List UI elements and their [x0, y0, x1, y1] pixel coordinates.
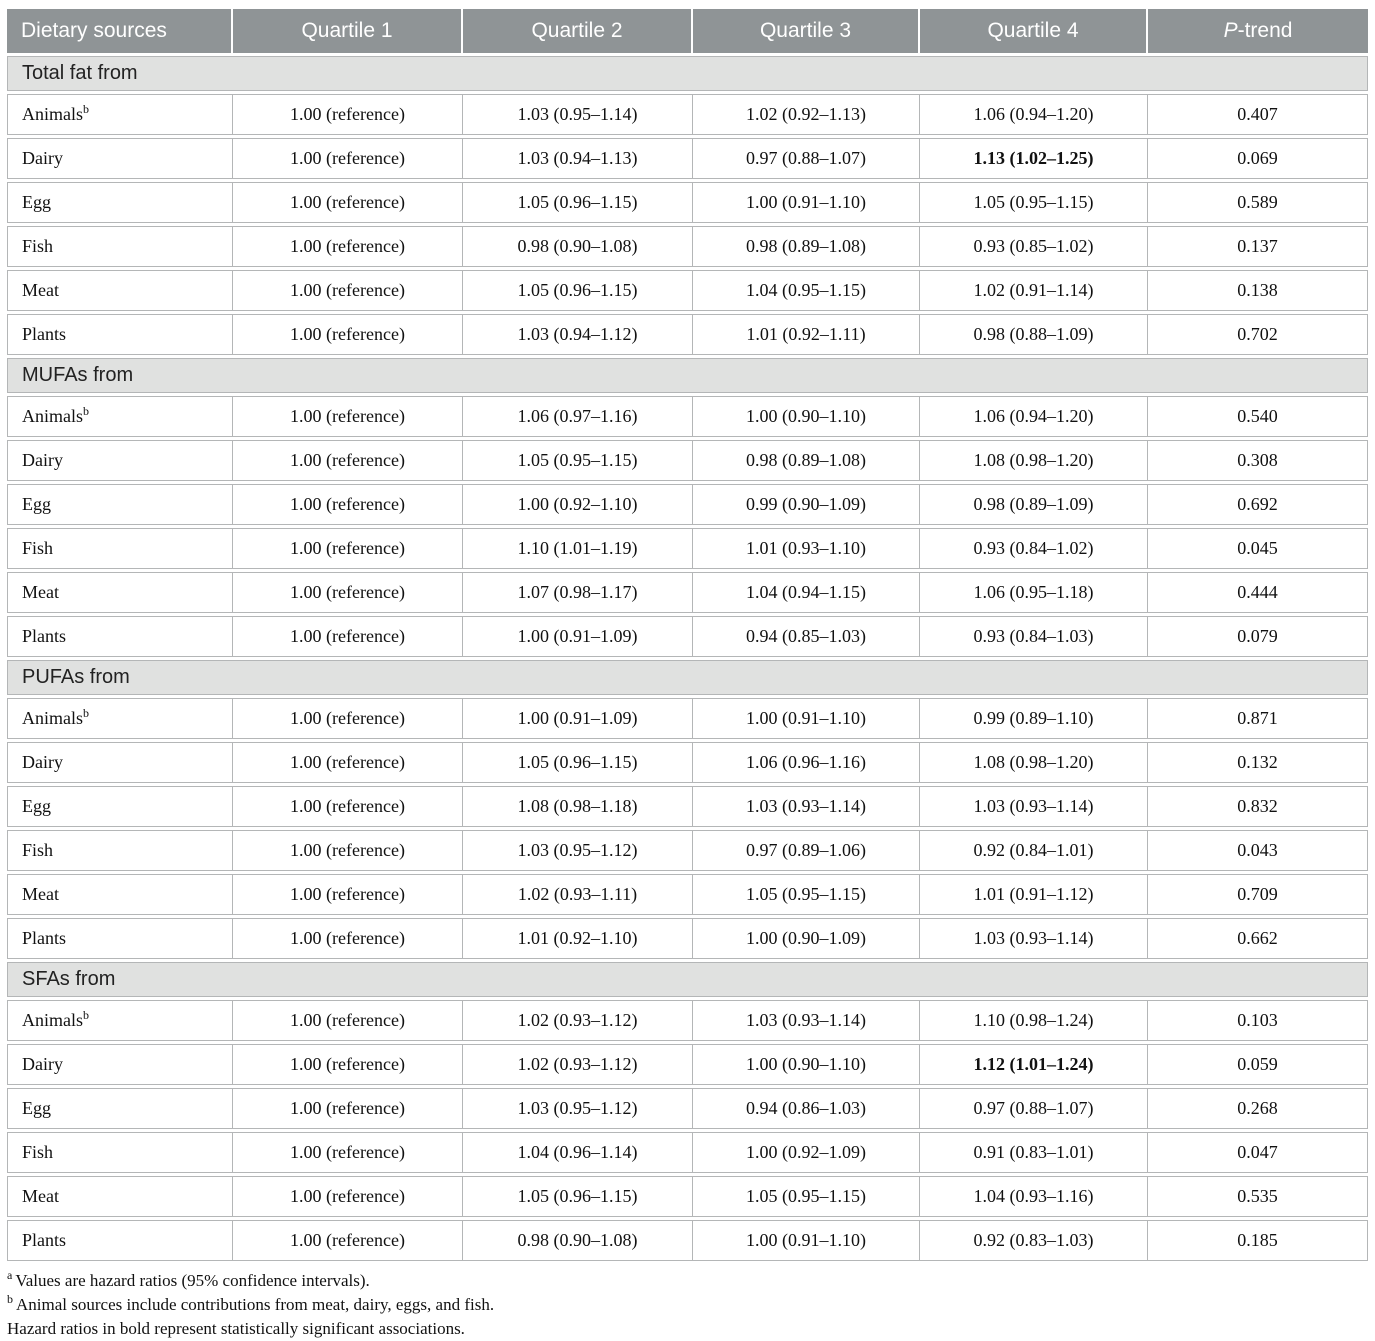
hr-cell: 1.08 (0.98–1.18)	[463, 786, 693, 827]
hr-cell: 1.02 (0.91–1.14)	[920, 270, 1148, 311]
hr-cell: 1.00 (0.92–1.09)	[693, 1132, 920, 1173]
hr-cell: 1.00 (reference)	[233, 182, 463, 223]
row-label-cell: Meat	[7, 1176, 233, 1217]
table-row	[7, 1000, 1368, 1041]
hr-cell: 1.08 (0.98–1.20)	[920, 440, 1148, 481]
p-trend-cell: 0.692	[1148, 484, 1368, 525]
hr-cell: 1.04 (0.93–1.16)	[920, 1176, 1148, 1217]
row-label-superscript: b	[83, 404, 89, 418]
row-label-cell: Dairy	[7, 138, 233, 179]
hr-cell: 1.12 (1.01–1.24)	[920, 1044, 1148, 1085]
table-row	[7, 396, 1368, 437]
hr-cell: 1.00 (reference)	[233, 440, 463, 481]
table-row	[7, 484, 1368, 525]
p-trend-cell: 0.871	[1148, 698, 1368, 739]
row-label-cell: Animals$^b$	[7, 94, 233, 135]
hr-cell: 0.97 (0.88–1.07)	[920, 1088, 1148, 1129]
hr-cell: 0.98 (0.89–1.08)	[693, 440, 920, 481]
column-header-p-trend: P-trend	[1148, 9, 1368, 53]
row-label-cell: Plants	[7, 1220, 233, 1261]
hr-cell: 1.05 (0.95–1.15)	[920, 182, 1148, 223]
hr-cell: 1.00 (reference)	[233, 1044, 463, 1085]
p-trend-cell: 0.589	[1148, 182, 1368, 223]
row-label-cell: Animals$^b$	[7, 698, 233, 739]
row-label-cell: Animals$^b$	[7, 1000, 233, 1041]
table-row	[7, 270, 1368, 311]
hr-cell: 0.93 (0.84–1.02)	[920, 528, 1148, 569]
table-row	[7, 314, 1368, 355]
table-row	[7, 182, 1368, 223]
hr-cell: 1.00 (0.90–1.10)	[693, 1044, 920, 1085]
table-row	[7, 1132, 1368, 1173]
hr-cell: 1.00 (reference)	[233, 698, 463, 739]
column-header-dietary-sources: Dietary sources	[7, 9, 233, 53]
hr-cell: 0.97 (0.88–1.07)	[693, 138, 920, 179]
hr-cell: 1.01 (0.91–1.12)	[920, 874, 1148, 915]
p-trend-cell: 0.535	[1148, 1176, 1368, 1217]
row-label-cell: Dairy	[7, 1044, 233, 1085]
row-label-cell: Plants	[7, 616, 233, 657]
hr-cell: 1.00 (reference)	[233, 528, 463, 569]
table-row	[7, 1088, 1368, 1129]
hr-cell: 1.01 (0.92–1.10)	[463, 918, 693, 959]
table-row	[7, 572, 1368, 613]
table-row	[7, 874, 1368, 915]
p-trend-cell: 0.137	[1148, 226, 1368, 267]
hr-cell: 1.01 (0.93–1.10)	[693, 528, 920, 569]
p-trend-cell: 0.059	[1148, 1044, 1368, 1085]
hr-cell: 1.03 (0.93–1.14)	[920, 786, 1148, 827]
table-row	[7, 918, 1368, 959]
table-body	[7, 56, 1368, 1261]
hr-cell: 0.98 (0.89–1.08)	[693, 226, 920, 267]
hr-cell: 1.00 (0.91–1.10)	[693, 182, 920, 223]
hr-cell: 1.00 (0.91–1.10)	[693, 1220, 920, 1261]
section-header: MUFAs from	[7, 358, 1368, 393]
hr-cell: 1.05 (0.96–1.15)	[463, 1176, 693, 1217]
hr-cell: 1.03 (0.93–1.14)	[920, 918, 1148, 959]
hr-cell: 1.00 (reference)	[233, 572, 463, 613]
hr-cell: 1.05 (0.96–1.15)	[463, 182, 693, 223]
row-label-cell: Dairy	[7, 440, 233, 481]
hr-cell: 1.01 (0.92–1.11)	[693, 314, 920, 355]
hr-cell: 1.00 (reference)	[233, 484, 463, 525]
hr-cell: 1.00 (reference)	[233, 1088, 463, 1129]
hr-cell: 1.05 (0.95–1.15)	[463, 440, 693, 481]
p-trend-cell: 0.540	[1148, 396, 1368, 437]
hr-cell: 0.98 (0.90–1.08)	[463, 226, 693, 267]
table-row	[7, 786, 1368, 827]
table-row	[7, 1044, 1368, 1085]
table-row	[7, 698, 1368, 739]
p-trend-cell: 0.047	[1148, 1132, 1368, 1173]
p-trend-cell: 0.709	[1148, 874, 1368, 915]
row-label-cell: Fish	[7, 1132, 233, 1173]
hr-cell: 0.98 (0.89–1.09)	[920, 484, 1148, 525]
row-label-cell: Meat	[7, 270, 233, 311]
row-label-cell: Animals$^b$	[7, 396, 233, 437]
hr-cell: 1.10 (0.98–1.24)	[920, 1000, 1148, 1041]
hr-cell: 1.05 (0.95–1.15)	[693, 1176, 920, 1217]
p-trend-cell: 0.103	[1148, 1000, 1368, 1041]
hr-cell: 1.00 (0.91–1.09)	[463, 698, 693, 739]
footnote-a-superscript: a	[7, 1268, 13, 1283]
hr-cell: 1.03 (0.95–1.12)	[463, 1088, 693, 1129]
section-row	[7, 358, 1368, 393]
section-row	[7, 660, 1368, 695]
hr-cell: 1.00 (reference)	[233, 138, 463, 179]
hr-cell: 0.94 (0.86–1.03)	[693, 1088, 920, 1129]
row-label-superscript: b	[83, 706, 89, 720]
p-trend-cell: 0.308	[1148, 440, 1368, 481]
p-trend-cell: 0.079	[1148, 616, 1368, 657]
hr-cell: 1.00 (reference)	[233, 94, 463, 135]
footnote-a-text: Values are hazard ratios (95% confidence intervals).	[15, 1271, 370, 1290]
row-label-cell: Egg	[7, 786, 233, 827]
row-label-cell: Fish	[7, 528, 233, 569]
hr-cell: 1.10 (1.01–1.19)	[463, 528, 693, 569]
table-row	[7, 440, 1368, 481]
hr-cell: 1.00 (reference)	[233, 786, 463, 827]
row-label-cell: Meat	[7, 572, 233, 613]
hr-cell: 1.04 (0.95–1.15)	[693, 270, 920, 311]
header-row	[7, 9, 1368, 53]
hr-cell: 1.00 (reference)	[233, 1176, 463, 1217]
table-row	[7, 616, 1368, 657]
row-label-cell: Fish	[7, 830, 233, 871]
hr-cell: 0.99 (0.89–1.10)	[920, 698, 1148, 739]
p-trend-cell: 0.138	[1148, 270, 1368, 311]
hr-cell: 1.00 (0.90–1.09)	[693, 918, 920, 959]
row-label-cell: Plants	[7, 918, 233, 959]
hr-cell: 0.99 (0.90–1.09)	[693, 484, 920, 525]
table-row	[7, 742, 1368, 783]
hr-cell: 1.00 (0.91–1.10)	[693, 698, 920, 739]
section-header: Total fat from	[7, 56, 1368, 91]
row-label-cell: Dairy	[7, 742, 233, 783]
section-header: PUFAs from	[7, 660, 1368, 695]
hr-cell: 1.03 (0.95–1.14)	[463, 94, 693, 135]
hr-cell: 1.03 (0.93–1.14)	[693, 786, 920, 827]
hr-cell: 0.93 (0.84–1.03)	[920, 616, 1148, 657]
row-label-cell: Egg	[7, 1088, 233, 1129]
hr-cell: 0.97 (0.89–1.06)	[693, 830, 920, 871]
hr-cell: 1.06 (0.94–1.20)	[920, 396, 1148, 437]
hr-cell: 1.03 (0.94–1.12)	[463, 314, 693, 355]
row-label-cell: Fish	[7, 226, 233, 267]
row-label-superscript: b	[83, 102, 89, 116]
hr-cell: 1.00 (reference)	[233, 314, 463, 355]
p-trend-cell: 0.268	[1148, 1088, 1368, 1129]
p-trend-cell: 0.407	[1148, 94, 1368, 135]
hr-cell: 0.98 (0.88–1.09)	[920, 314, 1148, 355]
hr-cell: 1.03 (0.94–1.13)	[463, 138, 693, 179]
hr-cell: 0.98 (0.90–1.08)	[463, 1220, 693, 1261]
hr-cell: 1.05 (0.96–1.15)	[463, 270, 693, 311]
hr-cell: 1.04 (0.94–1.15)	[693, 572, 920, 613]
p-trend-cell: 0.045	[1148, 528, 1368, 569]
hr-cell: 1.13 (1.02–1.25)	[920, 138, 1148, 179]
p-trend-cell: 0.702	[1148, 314, 1368, 355]
section-row	[7, 962, 1368, 997]
hr-cell: 1.00 (reference)	[233, 742, 463, 783]
section-row	[7, 56, 1368, 91]
table-row	[7, 226, 1368, 267]
hr-cell: 1.00 (0.92–1.10)	[463, 484, 693, 525]
hr-cell: 1.00 (0.90–1.10)	[693, 396, 920, 437]
section-header: SFAs from	[7, 962, 1368, 997]
hr-cell: 1.00 (reference)	[233, 616, 463, 657]
hr-cell: 1.04 (0.96–1.14)	[463, 1132, 693, 1173]
table-row	[7, 1220, 1368, 1261]
footnote-a	[7, 1269, 1368, 1293]
p-trend-cell: 0.444	[1148, 572, 1368, 613]
p-trend-cell: 0.069	[1148, 138, 1368, 179]
hr-cell: 1.00 (reference)	[233, 1000, 463, 1041]
hr-cell: 1.00 (reference)	[233, 226, 463, 267]
footnote-b-superscript: b	[7, 1292, 13, 1307]
table-row	[7, 830, 1368, 871]
hr-cell: 1.06 (0.95–1.18)	[920, 572, 1148, 613]
table-row	[7, 1176, 1368, 1217]
hr-cell: 1.00 (reference)	[233, 1220, 463, 1261]
hr-cell: 1.00 (reference)	[233, 918, 463, 959]
hr-cell: 1.05 (0.95–1.15)	[693, 874, 920, 915]
hr-cell: 1.08 (0.98–1.20)	[920, 742, 1148, 783]
hr-cell: 1.06 (0.97–1.16)	[463, 396, 693, 437]
hr-cell: 0.91 (0.83–1.01)	[920, 1132, 1148, 1173]
table-row	[7, 528, 1368, 569]
p-trend-cell: 0.132	[1148, 742, 1368, 783]
hr-cell: 1.02 (0.93–1.12)	[463, 1044, 693, 1085]
row-label-cell: Plants	[7, 314, 233, 355]
hr-cell: 1.00 (reference)	[233, 874, 463, 915]
hr-cell: 1.02 (0.92–1.13)	[693, 94, 920, 135]
footnote-b	[7, 1293, 1368, 1317]
row-label-cell: Meat	[7, 874, 233, 915]
footnote-b-text: Animal sources include contributions from meat, dairy, eggs, and fish.	[16, 1295, 495, 1314]
hr-cell: 0.92 (0.84–1.01)	[920, 830, 1148, 871]
hr-cell: 1.07 (0.98–1.17)	[463, 572, 693, 613]
row-label-superscript: b	[83, 1008, 89, 1022]
hr-cell: 1.00 (reference)	[233, 830, 463, 871]
hr-cell: 1.06 (0.96–1.16)	[693, 742, 920, 783]
p-trend-cell: 0.662	[1148, 918, 1368, 959]
hr-cell: 1.00 (reference)	[233, 396, 463, 437]
table-row	[7, 94, 1368, 135]
column-header-quartile-1: Quartile 1	[233, 9, 463, 53]
p-trend-cell: 0.185	[1148, 1220, 1368, 1261]
hr-cell: 0.92 (0.83–1.03)	[920, 1220, 1148, 1261]
hr-cell: 1.02 (0.93–1.12)	[463, 1000, 693, 1041]
footnotes	[7, 1264, 1368, 1341]
hr-cell: 1.00 (0.91–1.09)	[463, 616, 693, 657]
column-header-quartile-3: Quartile 3	[693, 9, 920, 53]
column-header-quartile-4: Quartile 4	[920, 9, 1148, 53]
p-trend-cell: 0.043	[1148, 830, 1368, 871]
hr-cell: 1.00 (reference)	[233, 1132, 463, 1173]
row-label-cell: Egg	[7, 182, 233, 223]
hr-cell: 1.02 (0.93–1.11)	[463, 874, 693, 915]
hr-cell: 1.05 (0.96–1.15)	[463, 742, 693, 783]
hr-cell: 0.94 (0.85–1.03)	[693, 616, 920, 657]
footnote-bold-note	[7, 1317, 1368, 1341]
row-label-cell: Egg	[7, 484, 233, 525]
hr-cell: 1.06 (0.94–1.20)	[920, 94, 1148, 135]
p-trend-cell: 0.832	[1148, 786, 1368, 827]
hazard-ratio-table	[7, 6, 1368, 1264]
hr-cell: 1.00 (reference)	[233, 270, 463, 311]
table-row	[7, 138, 1368, 179]
column-header-quartile-2: Quartile 2	[463, 9, 693, 53]
hr-cell: 0.93 (0.85–1.02)	[920, 226, 1148, 267]
hr-cell: 1.03 (0.95–1.12)	[463, 830, 693, 871]
hr-cell: 1.03 (0.93–1.14)	[693, 1000, 920, 1041]
footnote-bold-note-text: Hazard ratios in bold represent statistically significant associations.	[7, 1319, 465, 1338]
